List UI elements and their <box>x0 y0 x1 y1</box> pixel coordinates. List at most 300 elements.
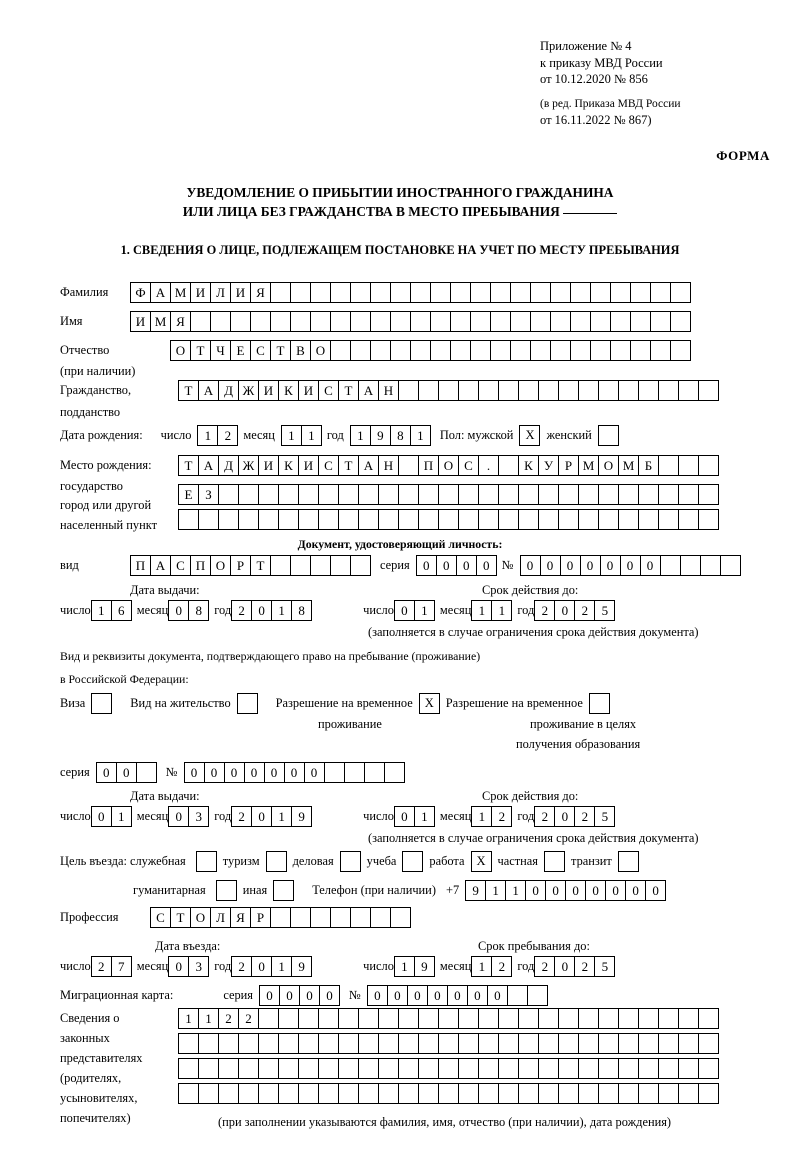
cell[interactable] <box>578 1083 599 1104</box>
birthplace-input-line3[interactable] <box>178 509 718 530</box>
cell[interactable]: С <box>458 455 479 476</box>
cell[interactable]: И <box>130 311 151 332</box>
cell[interactable]: О <box>310 340 331 361</box>
purpose-private-checkbox[interactable] <box>544 851 565 872</box>
cell[interactable]: 1 <box>271 806 292 827</box>
cell[interactable] <box>518 1083 539 1104</box>
cell[interactable] <box>378 1033 399 1054</box>
cell[interactable]: 6 <box>111 600 132 621</box>
cell[interactable]: 0 <box>554 956 575 977</box>
cell[interactable]: 2 <box>218 1008 239 1029</box>
cell[interactable] <box>678 455 699 476</box>
cell[interactable] <box>310 311 331 332</box>
cell[interactable] <box>478 509 499 530</box>
doc-issue-month-input[interactable] <box>168 600 208 621</box>
cell[interactable]: 0 <box>244 762 265 783</box>
cell[interactable] <box>318 509 339 530</box>
cell[interactable] <box>270 282 291 303</box>
cell[interactable] <box>498 380 519 401</box>
cell[interactable] <box>618 484 639 505</box>
cell[interactable]: 0 <box>540 555 561 576</box>
cell[interactable]: И <box>298 455 319 476</box>
cell[interactable] <box>344 762 365 783</box>
cell[interactable]: И <box>258 380 279 401</box>
cell[interactable]: 0 <box>476 555 497 576</box>
cell[interactable] <box>498 1008 519 1029</box>
cell[interactable] <box>430 340 451 361</box>
cell[interactable] <box>498 455 519 476</box>
cell[interactable]: 0 <box>387 985 408 1006</box>
cell[interactable]: Т <box>190 340 211 361</box>
cell[interactable] <box>310 282 331 303</box>
cell[interactable] <box>418 1008 439 1029</box>
cell[interactable] <box>558 509 579 530</box>
cell[interactable]: И <box>190 282 211 303</box>
cell[interactable]: 0 <box>436 555 457 576</box>
cell[interactable]: 0 <box>565 880 586 901</box>
cell[interactable] <box>238 484 259 505</box>
cell[interactable] <box>498 1058 519 1079</box>
cell[interactable]: М <box>578 455 599 476</box>
legal-rep-input-line2[interactable] <box>178 1033 718 1054</box>
doc-issue-year-input[interactable] <box>231 600 311 621</box>
cell[interactable] <box>458 1008 479 1029</box>
cell[interactable] <box>338 509 359 530</box>
cell[interactable]: А <box>150 555 171 576</box>
cell[interactable] <box>630 340 651 361</box>
cell[interactable] <box>438 1058 459 1079</box>
cell[interactable] <box>390 340 411 361</box>
cell[interactable] <box>358 1008 379 1029</box>
cell[interactable]: 0 <box>204 762 225 783</box>
legal-rep-input-line3[interactable] <box>178 1058 718 1079</box>
cell[interactable] <box>298 509 319 530</box>
cell[interactable] <box>678 1083 699 1104</box>
cell[interactable] <box>458 1058 479 1079</box>
cell[interactable] <box>338 1083 359 1104</box>
cell[interactable]: 8 <box>188 600 209 621</box>
cell[interactable] <box>658 1033 679 1054</box>
cell[interactable] <box>438 1033 459 1054</box>
cell[interactable] <box>370 340 391 361</box>
cell[interactable] <box>700 555 721 576</box>
cell[interactable]: 1 <box>485 880 506 901</box>
cell[interactable] <box>630 311 651 332</box>
cell[interactable] <box>518 1033 539 1054</box>
cell[interactable]: 9 <box>291 806 312 827</box>
cell[interactable]: К <box>278 455 299 476</box>
cell[interactable] <box>698 455 719 476</box>
cell[interactable] <box>490 311 511 332</box>
sex-female-checkbox[interactable] <box>598 425 619 446</box>
cell[interactable] <box>678 509 699 530</box>
cell[interactable]: 0 <box>299 985 320 1006</box>
cell[interactable] <box>390 282 411 303</box>
doc-number-input[interactable] <box>520 555 740 576</box>
cell[interactable] <box>270 555 291 576</box>
cell[interactable] <box>136 762 157 783</box>
cell[interactable]: С <box>318 455 339 476</box>
cell[interactable] <box>358 1058 379 1079</box>
cell[interactable] <box>638 1033 659 1054</box>
cell[interactable]: 0 <box>168 600 189 621</box>
cell[interactable] <box>298 1058 319 1079</box>
cell[interactable] <box>178 1058 199 1079</box>
cell[interactable]: 0 <box>224 762 245 783</box>
cell[interactable]: Л <box>210 282 231 303</box>
cell[interactable] <box>290 311 311 332</box>
cell[interactable]: Т <box>178 380 199 401</box>
cell[interactable] <box>290 907 311 928</box>
cell[interactable] <box>610 311 631 332</box>
cell[interactable] <box>398 484 419 505</box>
cell[interactable] <box>338 484 359 505</box>
cell[interactable] <box>590 282 611 303</box>
cell[interactable]: 1 <box>414 806 435 827</box>
cell[interactable]: 2 <box>217 425 238 446</box>
cell[interactable]: 1 <box>394 956 415 977</box>
cell[interactable] <box>678 1033 699 1054</box>
cell[interactable] <box>490 340 511 361</box>
residence-permit-checkbox[interactable] <box>237 693 258 714</box>
cell[interactable] <box>378 1058 399 1079</box>
cell[interactable]: 1 <box>198 1008 219 1029</box>
cell[interactable]: У <box>538 455 559 476</box>
cell[interactable] <box>498 484 519 505</box>
cell[interactable]: 0 <box>116 762 137 783</box>
cell[interactable] <box>290 555 311 576</box>
visa-checkbox[interactable] <box>91 693 112 714</box>
cell[interactable] <box>507 985 528 1006</box>
cell[interactable] <box>450 340 471 361</box>
cell[interactable]: М <box>150 311 171 332</box>
doc-series-input[interactable] <box>416 555 496 576</box>
cell[interactable] <box>358 1033 379 1054</box>
cell[interactable] <box>398 1008 419 1029</box>
cell[interactable] <box>250 311 271 332</box>
cell[interactable]: А <box>198 380 219 401</box>
cell[interactable] <box>638 380 659 401</box>
cell[interactable] <box>650 282 671 303</box>
temp-residence-edu-checkbox[interactable] <box>589 693 610 714</box>
cell[interactable] <box>290 282 311 303</box>
cell[interactable] <box>278 509 299 530</box>
birthplace-input-line2[interactable] <box>178 484 718 505</box>
cell[interactable] <box>458 380 479 401</box>
cell[interactable]: С <box>250 340 271 361</box>
temp-residence-checkbox[interactable]: X <box>419 693 440 714</box>
cell[interactable]: Е <box>178 484 199 505</box>
cell[interactable]: 1 <box>471 600 492 621</box>
cell[interactable] <box>218 509 239 530</box>
cell[interactable] <box>398 509 419 530</box>
stay-valid-day-input[interactable] <box>394 806 434 827</box>
cell[interactable]: В <box>290 340 311 361</box>
cell[interactable] <box>558 1033 579 1054</box>
cell[interactable]: 0 <box>407 985 428 1006</box>
cell[interactable]: 0 <box>640 555 661 576</box>
cell[interactable] <box>370 282 391 303</box>
cell[interactable] <box>598 1033 619 1054</box>
cell[interactable] <box>698 1058 719 1079</box>
cell[interactable]: 0 <box>560 555 581 576</box>
migration-series-input[interactable] <box>259 985 339 1006</box>
cell[interactable]: 0 <box>416 555 437 576</box>
cell[interactable]: Д <box>218 380 239 401</box>
cell[interactable]: 0 <box>554 806 575 827</box>
cell[interactable] <box>358 1083 379 1104</box>
cell[interactable] <box>338 1058 359 1079</box>
profession-input[interactable] <box>150 907 410 928</box>
cell[interactable]: 0 <box>625 880 646 901</box>
cell[interactable] <box>230 311 251 332</box>
cell[interactable] <box>590 340 611 361</box>
cell[interactable]: 1 <box>281 425 302 446</box>
cell[interactable]: И <box>258 455 279 476</box>
migration-number-input[interactable] <box>367 985 547 1006</box>
cell[interactable] <box>350 311 371 332</box>
purpose-humanitarian-checkbox[interactable] <box>216 880 237 901</box>
cell[interactable] <box>558 1058 579 1079</box>
cell[interactable]: С <box>150 907 171 928</box>
stayuntil-day-input[interactable] <box>394 956 434 977</box>
cell[interactable] <box>350 282 371 303</box>
purpose-work-checkbox[interactable]: X <box>471 851 492 872</box>
birth-day-input[interactable] <box>197 425 237 446</box>
cell[interactable] <box>318 1033 339 1054</box>
cell[interactable]: 2 <box>574 600 595 621</box>
cell[interactable] <box>578 380 599 401</box>
cell[interactable]: 1 <box>471 956 492 977</box>
stay-valid-month-input[interactable] <box>471 806 511 827</box>
doc-valid-day-input[interactable] <box>394 600 434 621</box>
cell[interactable] <box>470 282 491 303</box>
cell[interactable] <box>410 340 431 361</box>
cell[interactable]: Н <box>378 455 399 476</box>
cell[interactable] <box>418 509 439 530</box>
cell[interactable] <box>538 380 559 401</box>
cell[interactable] <box>218 1033 239 1054</box>
cell[interactable] <box>298 484 319 505</box>
cell[interactable] <box>384 762 405 783</box>
cell[interactable] <box>278 1083 299 1104</box>
cell[interactable] <box>310 555 331 576</box>
entry-year-input[interactable] <box>231 956 311 977</box>
cell[interactable]: 9 <box>414 956 435 977</box>
cell[interactable]: 0 <box>279 985 300 1006</box>
cell[interactable]: Л <box>210 907 231 928</box>
cell[interactable]: С <box>170 555 191 576</box>
cell[interactable]: 1 <box>471 806 492 827</box>
cell[interactable] <box>210 311 231 332</box>
cell[interactable]: 0 <box>168 956 189 977</box>
stay-number-input[interactable] <box>184 762 404 783</box>
cell[interactable] <box>570 340 591 361</box>
cell[interactable] <box>364 762 385 783</box>
cell[interactable] <box>418 380 439 401</box>
cell[interactable] <box>378 1083 399 1104</box>
cell[interactable] <box>258 1008 279 1029</box>
cell[interactable]: 1 <box>91 600 112 621</box>
cell[interactable] <box>558 1083 579 1104</box>
cell[interactable]: Т <box>178 455 199 476</box>
cell[interactable] <box>458 1083 479 1104</box>
cell[interactable] <box>670 340 691 361</box>
cell[interactable] <box>638 484 659 505</box>
cell[interactable]: С <box>318 380 339 401</box>
cell[interactable] <box>178 509 199 530</box>
cell[interactable] <box>450 282 471 303</box>
cell[interactable] <box>610 282 631 303</box>
cell[interactable]: Т <box>338 455 359 476</box>
cell[interactable] <box>658 509 679 530</box>
cell[interactable] <box>438 1008 459 1029</box>
cell[interactable]: З <box>198 484 219 505</box>
cell[interactable] <box>658 1083 679 1104</box>
cell[interactable]: Ф <box>130 282 151 303</box>
cell[interactable] <box>298 1033 319 1054</box>
cell[interactable]: 1 <box>271 956 292 977</box>
cell[interactable]: 0 <box>319 985 340 1006</box>
cell[interactable]: Д <box>218 455 239 476</box>
cell[interactable]: 0 <box>259 985 280 1006</box>
cell[interactable]: 7 <box>111 956 132 977</box>
cell[interactable]: 1 <box>410 425 431 446</box>
cell[interactable] <box>558 1008 579 1029</box>
cell[interactable] <box>618 509 639 530</box>
cell[interactable] <box>258 509 279 530</box>
cell[interactable]: 0 <box>580 555 601 576</box>
cell[interactable] <box>278 484 299 505</box>
cell[interactable] <box>698 484 719 505</box>
stay-issue-year-input[interactable] <box>231 806 311 827</box>
purpose-study-checkbox[interactable] <box>402 851 423 872</box>
cell[interactable]: Р <box>230 555 251 576</box>
cell[interactable] <box>218 1058 239 1079</box>
cell[interactable] <box>698 509 719 530</box>
cell[interactable] <box>370 311 391 332</box>
cell[interactable] <box>678 484 699 505</box>
cell[interactable]: Е <box>230 340 251 361</box>
cell[interactable]: 0 <box>620 555 641 576</box>
cell[interactable] <box>458 1033 479 1054</box>
purpose-transit-checkbox[interactable] <box>618 851 639 872</box>
cell[interactable]: 0 <box>487 985 508 1006</box>
legal-rep-input-line4[interactable] <box>178 1083 718 1104</box>
cell[interactable] <box>518 1058 539 1079</box>
cell[interactable] <box>398 455 419 476</box>
doc-kind-input[interactable] <box>130 555 370 576</box>
cell[interactable] <box>398 380 419 401</box>
cell[interactable] <box>258 1058 279 1079</box>
cell[interactable]: И <box>230 282 251 303</box>
cell[interactable]: 5 <box>594 806 615 827</box>
cell[interactable]: П <box>190 555 211 576</box>
cell[interactable] <box>658 1058 679 1079</box>
cell[interactable] <box>638 1008 659 1029</box>
cell[interactable]: А <box>358 380 379 401</box>
cell[interactable] <box>678 380 699 401</box>
cell[interactable]: 2 <box>231 600 252 621</box>
cell[interactable] <box>438 484 459 505</box>
cell[interactable] <box>658 380 679 401</box>
cell[interactable]: 0 <box>645 880 666 901</box>
purpose-tourism-checkbox[interactable] <box>266 851 287 872</box>
cell[interactable] <box>538 1083 559 1104</box>
cell[interactable] <box>678 1058 699 1079</box>
cell[interactable]: А <box>358 455 379 476</box>
cell[interactable] <box>438 1083 459 1104</box>
birthplace-input-line1[interactable] <box>178 455 718 476</box>
cell[interactable]: О <box>210 555 231 576</box>
cell[interactable]: 0 <box>251 806 272 827</box>
cell[interactable]: 0 <box>251 600 272 621</box>
cell[interactable]: Ж <box>238 455 259 476</box>
cell[interactable]: О <box>438 455 459 476</box>
cell[interactable]: 0 <box>184 762 205 783</box>
cell[interactable] <box>558 380 579 401</box>
cell[interactable] <box>198 1083 219 1104</box>
cell[interactable] <box>698 1083 719 1104</box>
cell[interactable] <box>680 555 701 576</box>
cell[interactable] <box>318 1008 339 1029</box>
cell[interactable] <box>350 340 371 361</box>
cell[interactable] <box>390 311 411 332</box>
cell[interactable] <box>578 1033 599 1054</box>
cell[interactable] <box>650 340 671 361</box>
cell[interactable] <box>330 555 351 576</box>
cell[interactable] <box>478 1033 499 1054</box>
cell[interactable]: 0 <box>600 555 621 576</box>
cell[interactable] <box>510 340 531 361</box>
cell[interactable]: 1 <box>491 600 512 621</box>
cell[interactable] <box>238 509 259 530</box>
cell[interactable] <box>658 1008 679 1029</box>
cell[interactable] <box>650 311 671 332</box>
cell[interactable] <box>330 907 351 928</box>
cell[interactable]: 2 <box>574 806 595 827</box>
cell[interactable] <box>570 282 591 303</box>
cell[interactable]: П <box>418 455 439 476</box>
cell[interactable] <box>178 1033 199 1054</box>
cell[interactable] <box>530 311 551 332</box>
cell[interactable]: 0 <box>585 880 606 901</box>
cell[interactable]: 0 <box>554 600 575 621</box>
cell[interactable]: 1 <box>178 1008 199 1029</box>
cell[interactable] <box>418 1033 439 1054</box>
cell[interactable] <box>598 1008 619 1029</box>
cell[interactable] <box>378 1008 399 1029</box>
cell[interactable] <box>438 380 459 401</box>
cell[interactable] <box>318 1083 339 1104</box>
cell[interactable] <box>330 311 351 332</box>
cell[interactable] <box>390 907 411 928</box>
cell[interactable] <box>550 282 571 303</box>
cell[interactable] <box>198 1033 219 1054</box>
cell[interactable]: 2 <box>534 956 555 977</box>
cell[interactable] <box>550 340 571 361</box>
cell[interactable] <box>598 380 619 401</box>
stayuntil-month-input[interactable] <box>471 956 511 977</box>
cell[interactable] <box>670 282 691 303</box>
cell[interactable]: 1 <box>197 425 218 446</box>
cell[interactable]: 0 <box>264 762 285 783</box>
cell[interactable] <box>278 1058 299 1079</box>
cell[interactable]: 2 <box>491 956 512 977</box>
cell[interactable] <box>527 985 548 1006</box>
cell[interactable] <box>638 1058 659 1079</box>
cell[interactable] <box>330 282 351 303</box>
